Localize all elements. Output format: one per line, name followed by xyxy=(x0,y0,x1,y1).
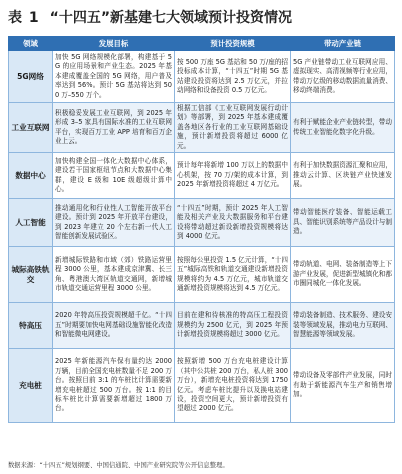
chain-cell: 有利于加快数据资源汇聚和应用，推动云计算、区块链产业快速发展。 xyxy=(291,153,395,199)
investment-cell: “十四五”时期，预计 2025 年人工智能及相关产业及大数据服务和平台建设将带动超过新设新增投资规模将达到 4000 亿元。 xyxy=(175,199,291,247)
field-cell: 特高压 xyxy=(9,303,53,349)
table-row xyxy=(9,349,395,423)
goal-cell: 2025 年新能源汽车保有量约达 2000 万辆，目前全国充电桩数量不足 200 万台。按照目前 3:1 的车桩比计算需要新增充电桩超过 500 万台。按 1:1 的目标车桩比计算需要新增超过 1800 万台。 xyxy=(53,349,175,423)
investment-cell: 目前在建和待核准的特高压工程投资规模约为 2500 亿元，到 2025 年预计新增投资规模将超过 3000 亿元。 xyxy=(175,303,291,349)
field-cell: 充电桩 xyxy=(9,349,53,423)
field-cell: 5G网络 xyxy=(9,51,53,103)
header-investment: 预计投资规模 xyxy=(175,37,291,51)
field-cell: 人工智能 xyxy=(9,199,53,247)
goal-cell: 新增城际铁路和市域（郊）铁路运营里程 3000 公里，基本建成京津冀、长三角、粤港澳大湾区轨道交通网，新增城市轨道交通运营里程 3000 公里。 xyxy=(53,247,175,303)
investment-cell: 按照新增 500 万台充电桩建设计算（其中公共桩 200 万台，私人桩 300 万台），新增充电桩投资将达到 1750 亿元。考虑车桩比提升以及换电站建设，投资空间更大，预计新增投资有望超过 2000 亿元。 xyxy=(175,349,291,423)
investment-cell: 按 500 万座 5G 基站和 50 万/座的招投标成本计算，“十四五”时期 5G 基站建设投资将达到 2.5 万亿元，并拉动网络和设备投资 0.5 万亿元。 xyxy=(175,51,291,103)
title-row xyxy=(0,0,402,34)
investment-cell: 预计每年将新增 100 万以上的数据中心机架，按 70 万/架的成本计算，到 2025 年新增投资将超过 4 万亿元。 xyxy=(175,153,291,199)
goal-cell: 加快构建全国一体化大数据中心体系，建设若干国家枢纽节点和大数据中心集群，建设 E 级和 10E 级超级计算中心。 xyxy=(53,153,175,199)
field-cell: 城际高铁轨交 xyxy=(9,247,53,303)
table-title: “十四五”新基建七大领域预计投资情况 xyxy=(49,10,293,26)
chain-cell: 带动装备制造、技术服务、建设安装等领域发展，推动电力互联网、智慧能源等领域发展。 xyxy=(291,303,395,349)
chain-cell: 5G 产业链带动工业互联网应用、虚拟现实、高清视频等行业应用，带动万亿级的移动数据流量消费、移动终端消费。 xyxy=(291,51,395,103)
field-cell: 工业互联网 xyxy=(9,103,53,153)
header-field: 领域 xyxy=(9,37,53,51)
goal-cell: 积极稳妥发展工业互联网，到 2025 年形成 3–5 家具有国际水准的工业互联网平台，实现百万工业 APP 培育和百万企业上云。 xyxy=(53,103,175,153)
goal-cell: 加快 5G 网络规模化部署，构建基于 5G 的应用场景和产业生态。2025 年基本建成覆盖全国的 5G 网络，用户普及率达到 56%。预计 5G 基站将达到 500 万–550 万个。 xyxy=(53,51,175,103)
goal-cell: 2020 年特高压投资规模超千亿。“十四五”时期要加快电网基础设施智能化改造和智能微电网建设。 xyxy=(53,303,175,349)
table-row xyxy=(9,247,395,303)
investment-table xyxy=(8,36,395,423)
investment-cell: 按照每公里投资 1.5 亿元计算，“十四五”城际高铁和轨道交通建设新增投资规模将约为 4.5 万亿元，城市轨道交通新增投资规模将达到 4.5 万亿元。 xyxy=(175,247,291,303)
table-header-row xyxy=(9,37,395,51)
goal-cell: 推动通用化和行业性人工智能开放平台建设。预计到 2025 年开放平台建设，到 2023 年建立 20 个左右新一代人工智能创新发展试验区。 xyxy=(53,199,175,247)
chain-cell: 带动智能医疗装备、智能运载工具、智能识别系统等产品设计与制造。 xyxy=(291,199,395,247)
table-row xyxy=(9,51,395,103)
investment-cell: 根据工信部《工业互联网发展行动计划》等部署，到 2025 年基本建成覆盖各地区各行业的工业互联网基础设施，预计新增投资将超过 6000 亿元。 xyxy=(175,103,291,153)
chain-cell: 有利于赋能企业产业链转型，带动传统工业智能化数字化升级。 xyxy=(291,103,395,153)
chain-cell: 带动设备及零部件产业发展，同时有助于新能源汽车生产和销售增加。 xyxy=(291,349,395,423)
header-chain: 带动产业链 xyxy=(291,37,395,51)
table-row xyxy=(9,303,395,349)
table-row xyxy=(9,153,395,199)
source-note: 数据来源：“十四五”规划纲要、中国信通院、中国产业研究院等公开信息整理。 xyxy=(8,462,229,469)
header-goal: 发展目标 xyxy=(53,37,175,51)
table-number: 表 1 xyxy=(8,10,40,26)
table-row xyxy=(9,103,395,153)
field-cell: 数据中心 xyxy=(9,153,53,199)
chain-cell: 带动轨道、电网、装备制造等上下游产业发展，促进新型城镇化和都市圈同城化一体化发展。 xyxy=(291,247,395,303)
table-row xyxy=(9,199,395,247)
